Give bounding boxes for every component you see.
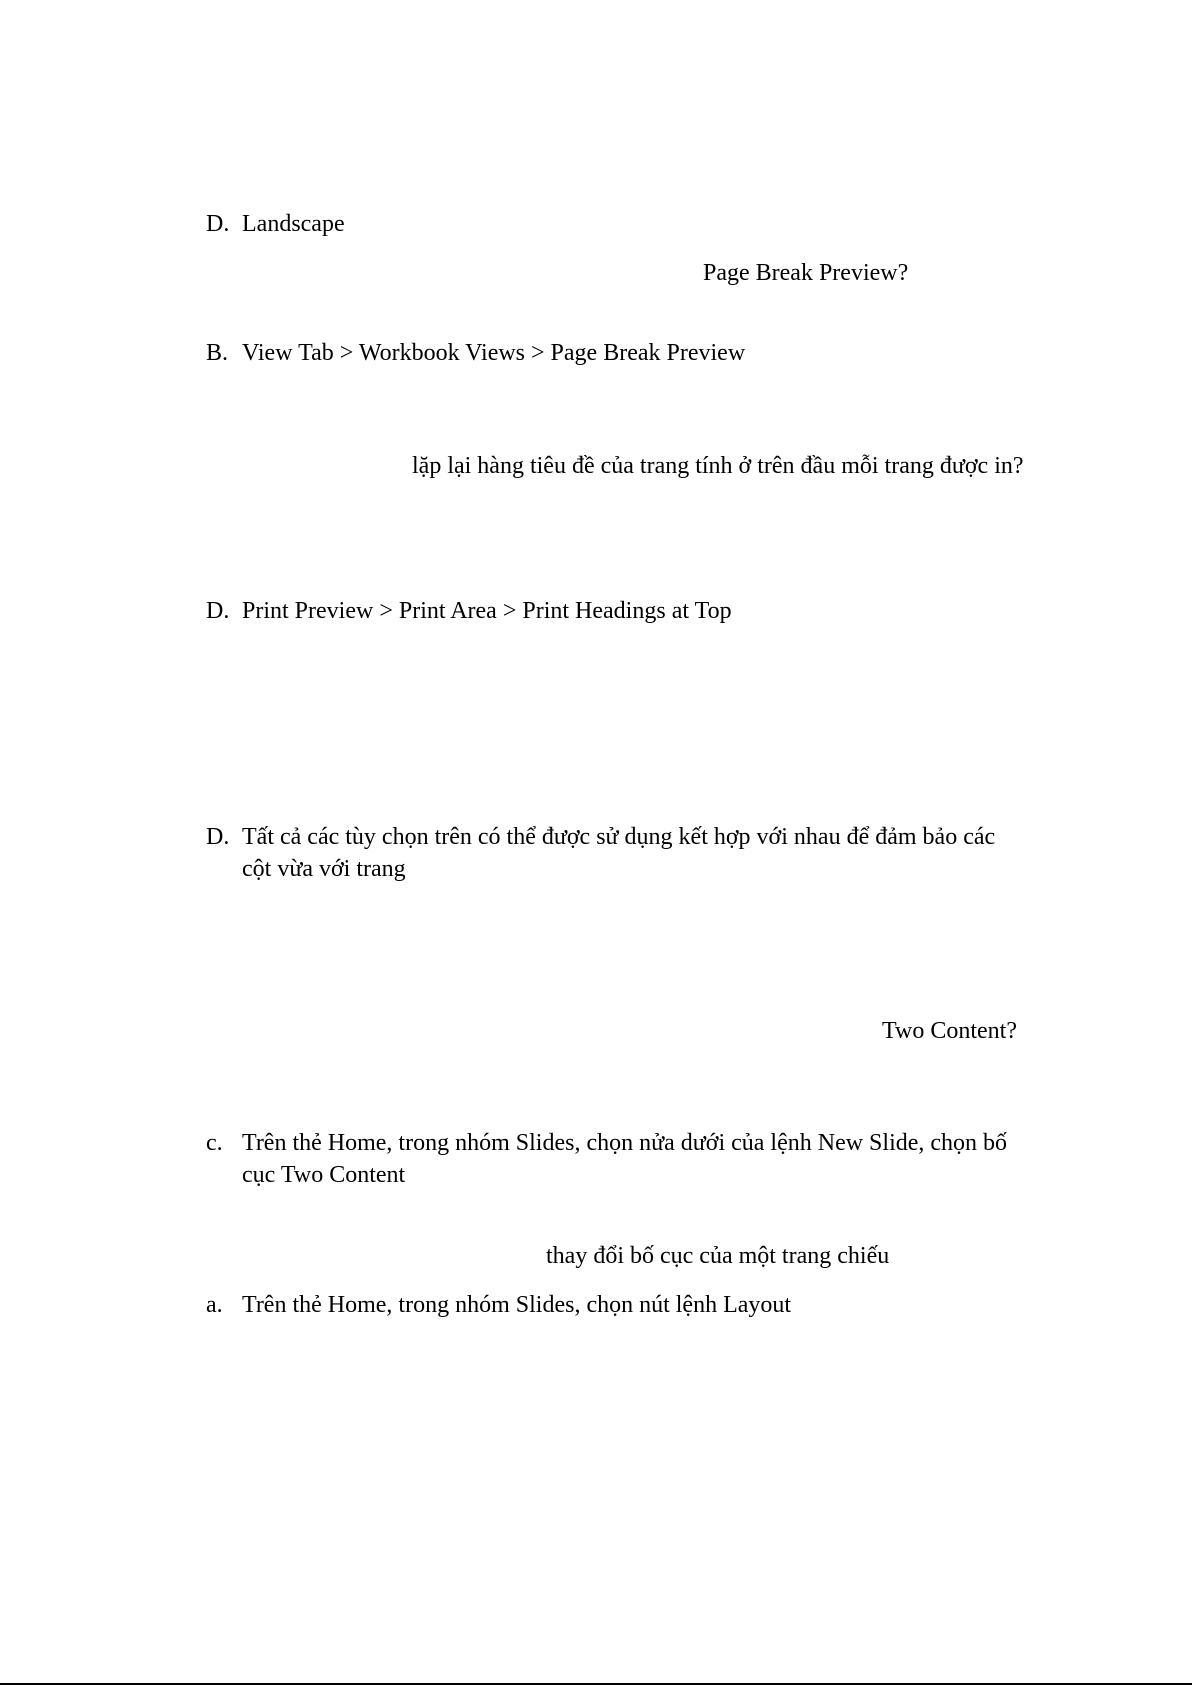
question-fragment: lặp lại hàng tiêu đề của trang tính ở trên đầu mỗi trang được in? <box>412 453 1024 479</box>
option-letter: D. <box>206 824 230 850</box>
option-text-line-1: Tất cả các tùy chọn trên có thể được sử dụng kết hợp với nhau để đảm bảo các <box>242 824 996 850</box>
question-fragment: Two Content? <box>882 1018 1017 1044</box>
option-text-line-2: cột vừa với trang <box>242 856 406 882</box>
question-fragment: thay đổi bố cục của một trang chiếu <box>546 1243 890 1269</box>
option-text: Trên thẻ Home, trong nhóm Slides, chọn nút lệnh Layout <box>242 1292 792 1318</box>
option-letter: D. <box>206 598 230 624</box>
option-text-line-1: Trên thẻ Home, trong nhóm Slides, chọn nửa dưới của lệnh New Slide, chọn bố <box>242 1130 1008 1156</box>
option-text: Landscape <box>242 211 345 237</box>
option-text-line-2: cục Two Content <box>242 1162 406 1188</box>
option-text: View Tab > Workbook Views > Page Break Preview <box>242 340 746 366</box>
option-letter: c. <box>206 1130 223 1156</box>
option-letter: a. <box>206 1292 223 1318</box>
question-fragment: Page Break Preview? <box>703 260 909 286</box>
option-letter: B. <box>206 340 229 366</box>
option-text: Print Preview > Print Area > Print Headings at Top <box>242 598 732 624</box>
option-letter: D. <box>206 211 230 237</box>
